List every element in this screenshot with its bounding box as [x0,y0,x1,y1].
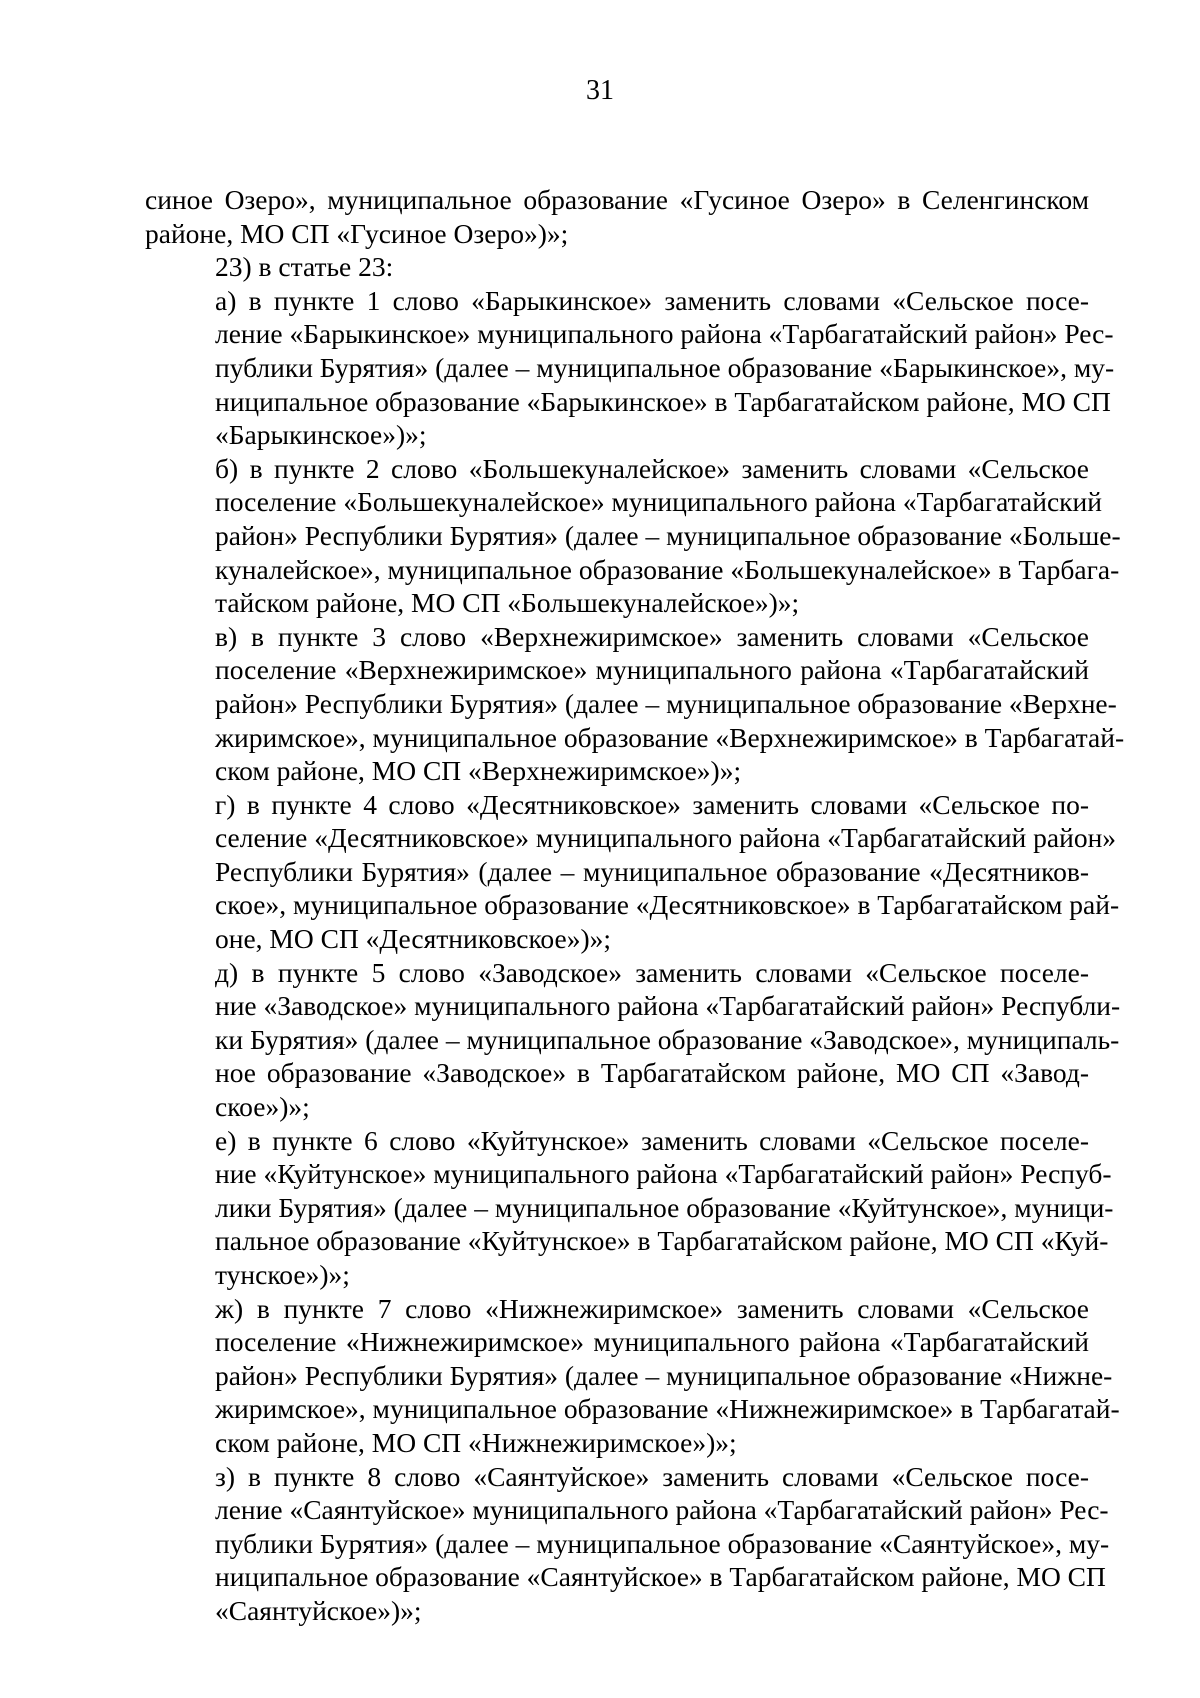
text-line: ниципальное образование «Саянтуйское» в Тарбагатайском районе, МО СП [215,1561,1106,1593]
text-line: лики Бурятия» (далее – муниципальное образование «Куйтунское», муници- [215,1191,1114,1223]
text-line: район» Республики Бурятия» (далее – муниципальное образование «Нижне- [215,1359,1113,1391]
text-line: оне, МО СП «Десятниковское»)»; [215,923,612,955]
text-line: ском районе, МО СП «Нижнежиримское»)»; [215,1426,737,1458]
text-line: ние «Куйтунское» муниципального района «Тарбагатайский район» Респуб- [215,1158,1112,1190]
text-line: «Саянтуйское»)»; [215,1594,422,1626]
text-line: жиримское», муниципальное образование «Нижнежиримское» в Тарбагатай- [215,1393,1120,1425]
text-line: ж) в пункте 7 слово «Нижнежиримское» заменить словами «Сельское [215,1292,1089,1324]
text-line: ское», муниципальное образование «Десятниковское» в Тарбагатайском рай- [215,889,1120,921]
text-line: ки Бурятия» (далее – муниципальное образование «Заводское», муниципаль- [215,1023,1120,1055]
text-line: тайском районе, МО СП «Большекуналейское»)»; [215,587,800,619]
text-line: г) в пункте 4 слово «Десятниковское» заменить словами «Сельское по- [215,788,1089,820]
text-line: ное образование «Заводское» в Тарбагатайском районе, МО СП «Завод- [215,1057,1089,1089]
text-line: ское»)»; [215,1091,310,1123]
paragraph-article-23 [145,250,1089,284]
text-line: публики Бурятия» (далее – муниципальное образование «Барыкинское», му- [215,351,1115,383]
text-line: Республики Бурятия» (далее – муниципальное образование «Десятников- [215,855,1089,887]
text-line: д) в пункте 5 слово «Заводское» заменить словами «Сельское поселе- [215,956,1089,988]
text-line: поселение «Нижнежиримское» муниципального района «Тарбагатайский [215,1326,1089,1358]
text-line: район» Республики Бурятия» (далее – муниципальное образование «Верхне- [215,687,1117,719]
paragraph-item-g [145,788,1120,956]
paragraph-item-z [145,1460,1110,1628]
text-line: жиримское», муниципальное образование «Верхнежиримское» в Тарбагатай- [215,721,1125,753]
text-line: районе, МО СП «Гусиное Озеро»)»; [145,217,569,249]
text-line: поселение «Большекуналейское» муниципального района «Тарбагатайский [215,486,1102,518]
paragraph-item-b [145,452,1121,620]
text-line: район» Республики Бурятия» (далее – муниципальное образование «Больше- [215,519,1121,551]
text-line: ление «Барыкинское» муниципального района «Тарбагатайский район» Рес- [215,318,1114,350]
text-line: ние «Заводское» муниципального района «Тарбагатайский район» Республи- [215,990,1121,1022]
paragraph-item-e [145,1124,1114,1292]
text-line: куналейское», муниципальное образование «Большекуналейское» в Тарбага- [215,553,1120,585]
text-line: 23) в статье 23: [215,251,394,283]
text-line: селение «Десятниковское» муниципального района «Тарбагатайский район» [215,822,1117,854]
text-line: «Барыкинское»)»; [215,419,427,451]
page-number: 31 [586,75,614,106]
paragraph-item-a [145,284,1115,452]
text-line: з) в пункте 8 слово «Саянтуйское» заменить словами «Сельское посе- [215,1460,1089,1492]
text-line: пальное образование «Куйтунское» в Тарбагатайском районе, МО СП «Куй- [215,1225,1109,1257]
text-line: ском районе, МО СП «Верхнежиримское»)»; [215,755,742,787]
document-body [145,183,1125,1628]
text-line: е) в пункте 6 слово «Куйтунское» заменить словами «Сельское поселе- [215,1124,1089,1156]
paragraph-item-d [145,956,1121,1124]
text-line: тунское»)»; [215,1259,350,1290]
paragraph-continuation [145,183,1089,250]
text-line: б) в пункте 2 слово «Большекуналейское» заменить словами «Сельское [215,452,1089,484]
text-line: публики Бурятия» (далее – муниципальное образование «Саянтуйское», му- [215,1527,1110,1559]
text-line: синое Озеро», муниципальное образование «Гусиное Озеро» в Селенгинском [145,184,1089,215]
text-line: ниципальное образование «Барыкинское» в Тарбагатайском районе, МО СП [215,385,1111,417]
text-line: в) в пункте 3 слово «Верхнежиримское» заменить словами «Сельское [215,620,1089,652]
text-line: а) в пункте 1 слово «Барыкинское» заменить словами «Сельское посе- [215,284,1089,316]
paragraph-item-zh [145,1292,1120,1460]
paragraph-item-v [145,620,1125,788]
text-line: поселение «Верхнежиримское» муниципального района «Тарбагатайский [215,654,1089,686]
text-line: ление «Саянтуйское» муниципального района «Тарбагатайский район» Рес- [215,1494,1109,1526]
